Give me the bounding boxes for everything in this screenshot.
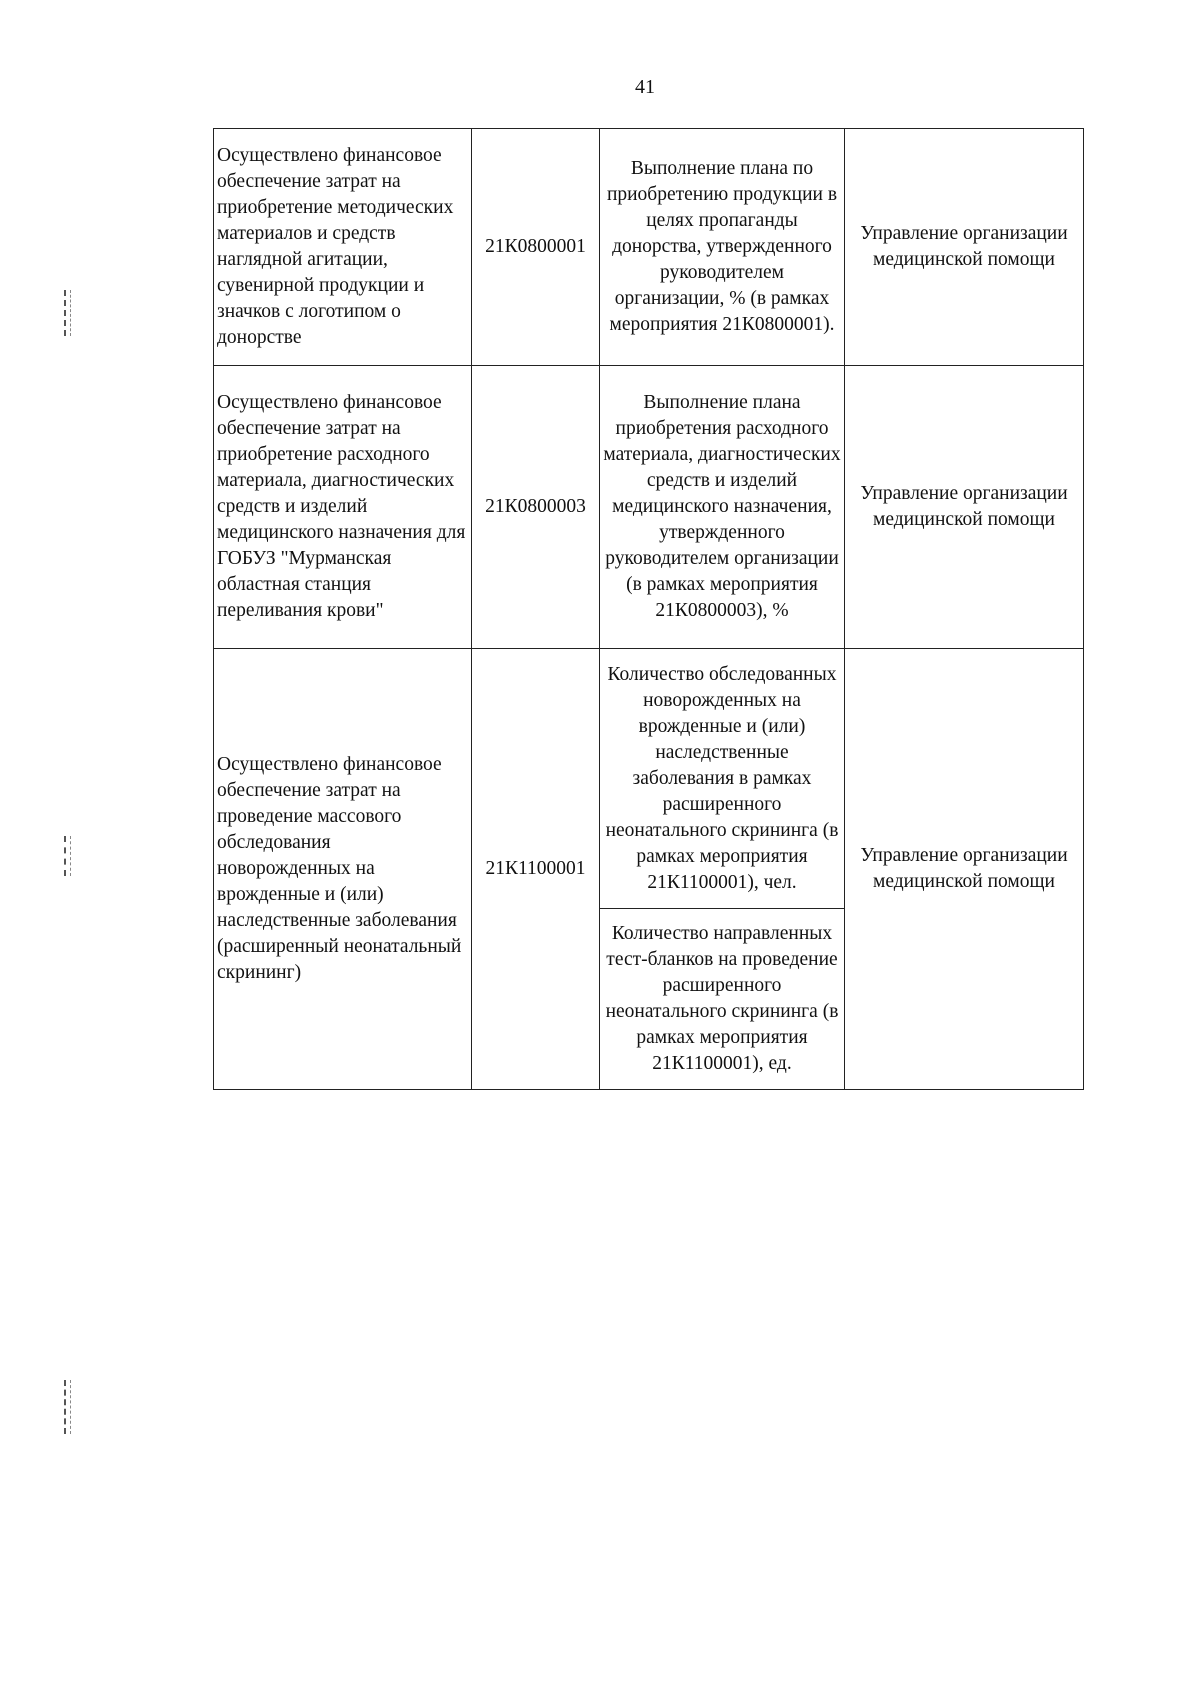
table-row	[214, 129, 1084, 366]
measure-code: 21К0800003	[472, 366, 600, 649]
binding-mark	[64, 836, 71, 876]
measure-code: 21К1100001	[472, 649, 600, 1090]
page-number: 41	[635, 76, 655, 98]
binding-mark	[64, 1380, 71, 1434]
table-row	[214, 649, 1084, 909]
measures-table	[213, 128, 1084, 1090]
indicator-text: Выполнение плана приобретения расходного материала, диагностических средств и изделий медицинского назначения, утвержденного руководителем организации (в рамках мероприятия 21К0800003), %	[600, 366, 845, 649]
measure-code: 21К0800001	[472, 129, 600, 366]
responsible-unit: Управление организации медицинской помощи	[845, 129, 1084, 366]
indicator-text: Количество направленных тест-бланков на проведение расширенного неонатального скрининга (в рамках мероприятия 21К1100001), ед.	[600, 909, 845, 1090]
indicator-text: Количество обследованных новорожденных на врожденные и (или) наследственные заболевания в рамках расширенного неонатального скрининга (в рамках мероприятия 21К1100001), чел.	[600, 649, 845, 909]
binding-mark	[64, 290, 71, 336]
measure-description: Осуществлено финансовое обеспечение затрат на проведение массового обследования новорожденных на врожденные и (или) наследственные заболевания (расширенный неонатальный скрининг)	[214, 649, 472, 1090]
responsible-unit: Управление организации медицинской помощи	[845, 366, 1084, 649]
table-row	[214, 366, 1084, 649]
responsible-unit: Управление организации медицинской помощи	[845, 649, 1084, 1090]
indicator-text: Выполнение плана по приобретению продукции в целях пропаганды донорства, утвержденного руководителем организации, % (в рамках мероприятия 21К0800001).	[600, 129, 845, 366]
measure-description: Осуществлено финансовое обеспечение затрат на приобретение методических материалов и средств наглядной агитации, сувенирной продукции и значков с логотипом о донорстве	[214, 129, 472, 366]
measure-description: Осуществлено финансовое обеспечение затрат на приобретение расходного материала, диагностических средств и изделий медицинского назначения для ГОБУЗ "Мурманская областная станция переливания крови"	[214, 366, 472, 649]
